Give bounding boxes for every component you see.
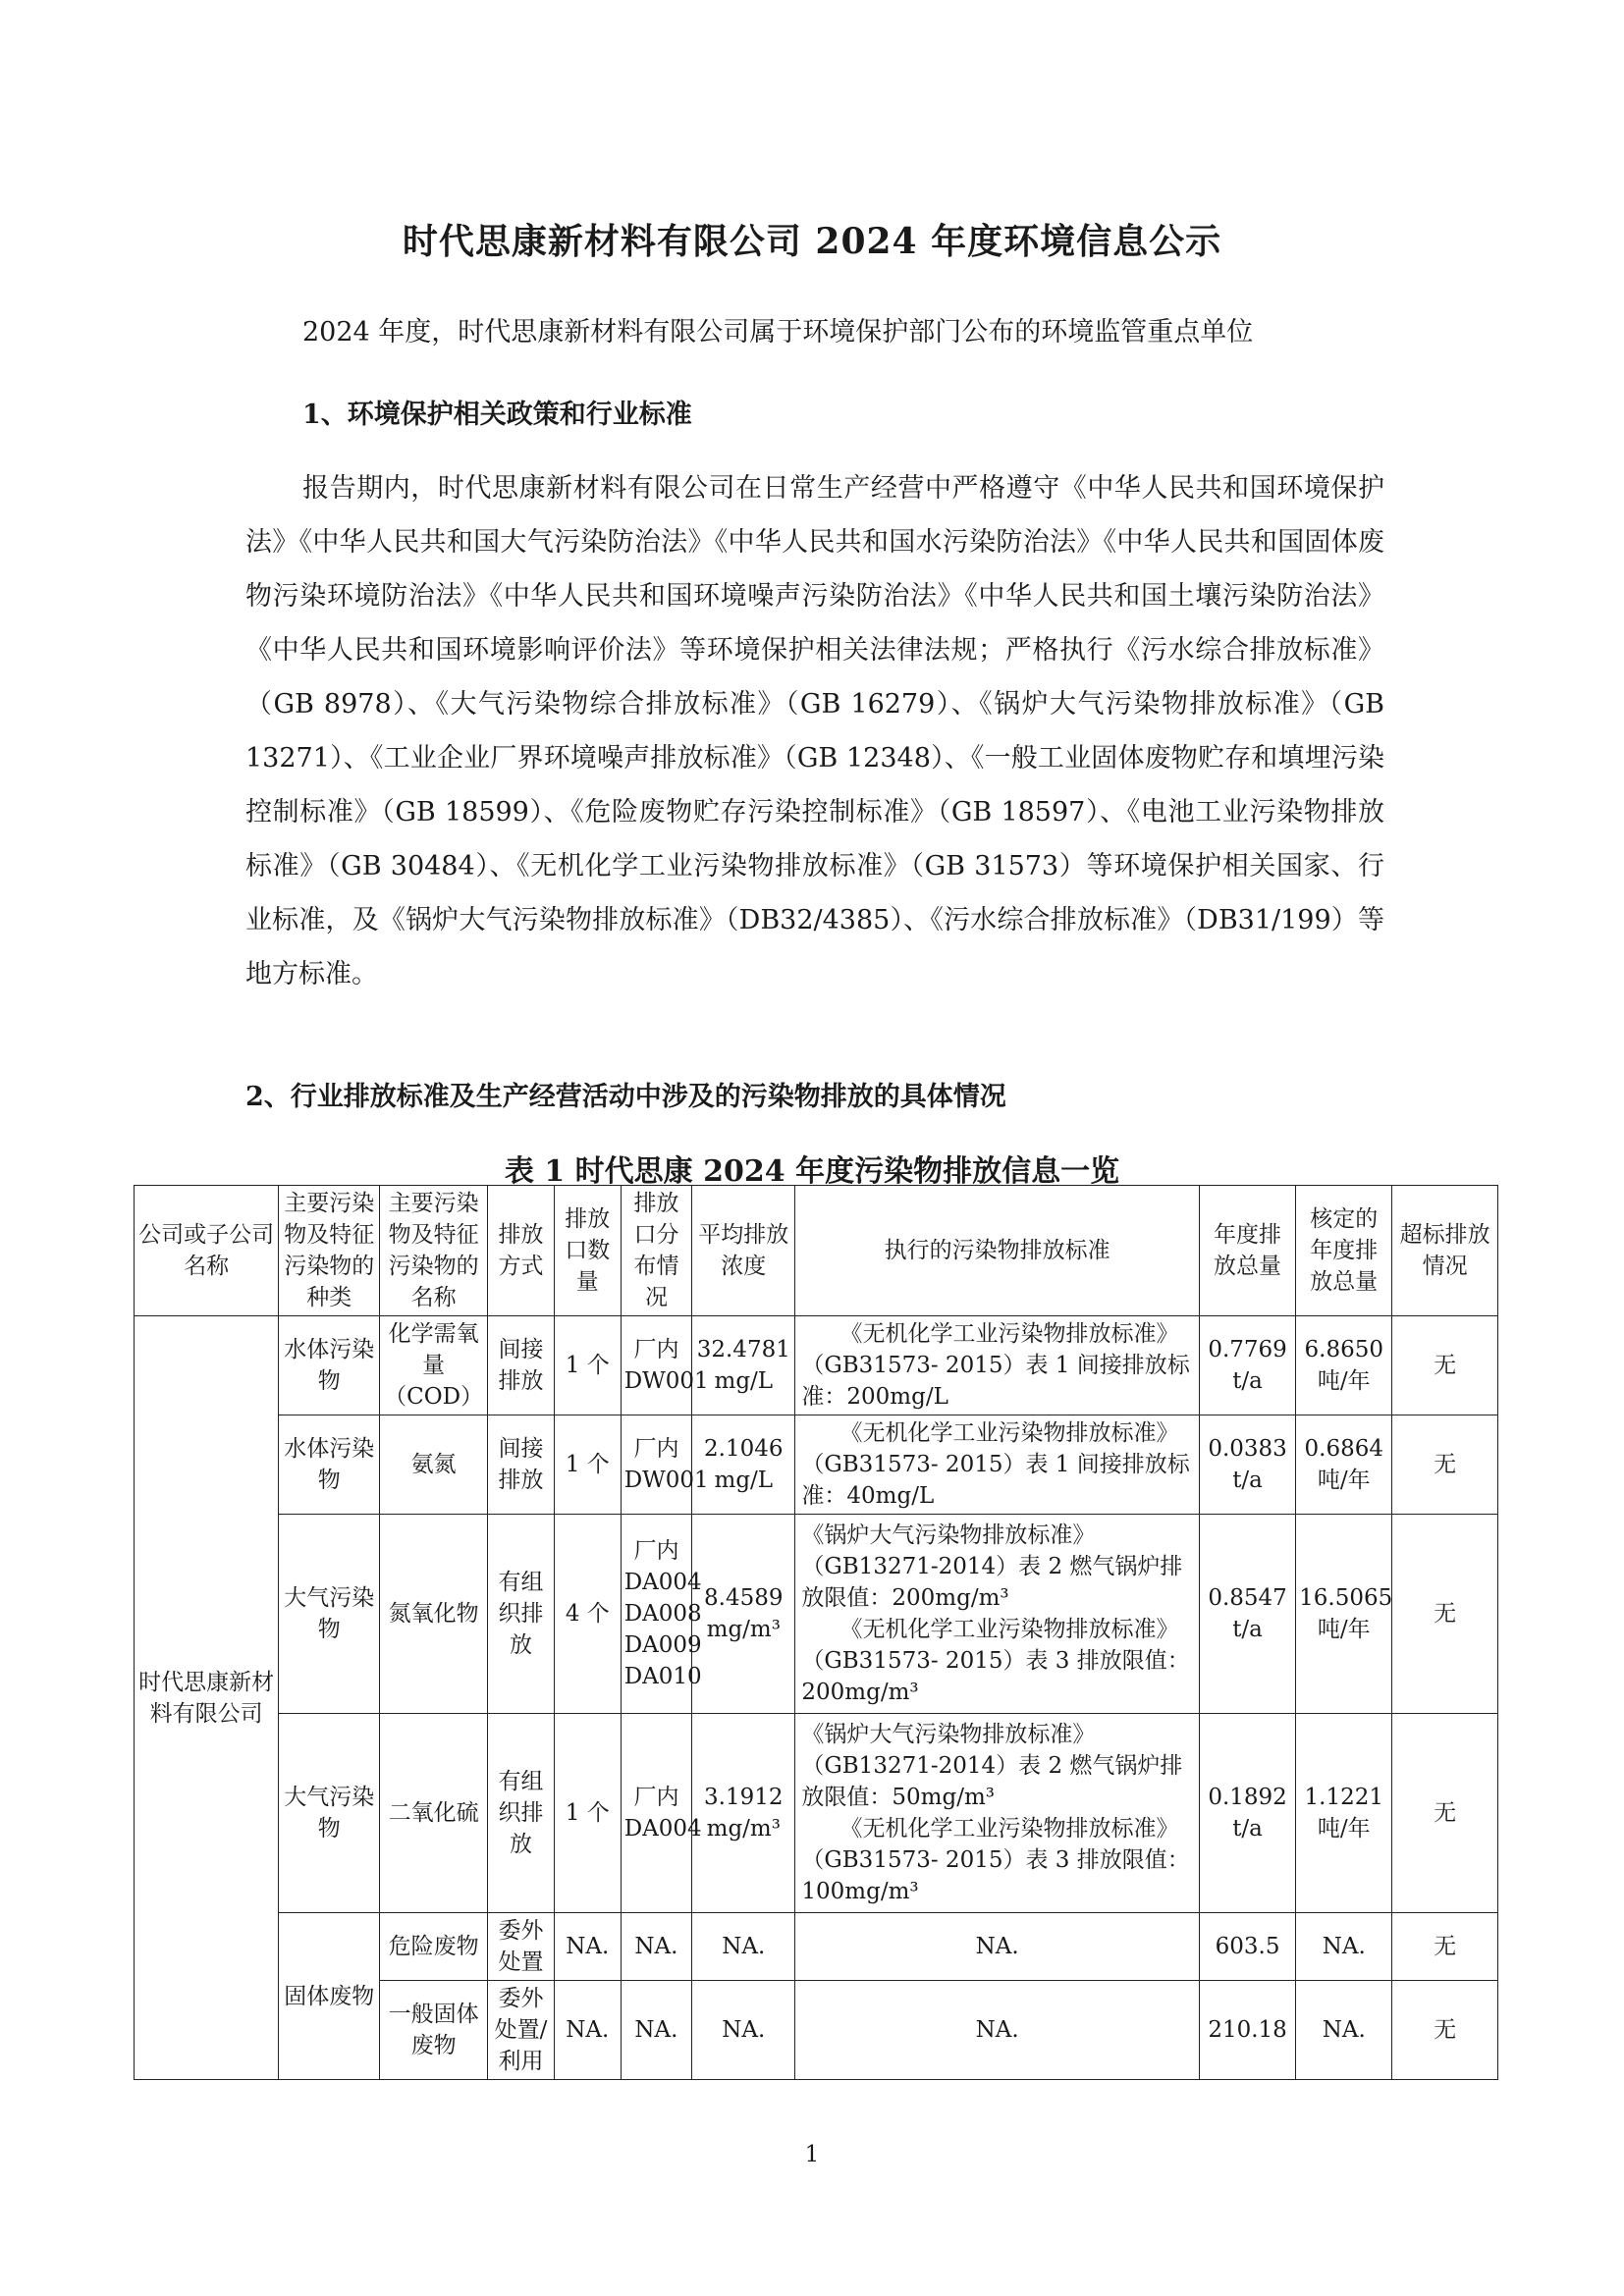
avg-conc-cell: 2.1046 mg/L <box>692 1415 795 1515</box>
exceed-cell: 无 <box>1392 1714 1498 1913</box>
section-1-heading: 1、环境保护相关政策和行业标准 <box>302 400 692 430</box>
outlet-location-cell <box>621 1415 709 1515</box>
annual-total-cell: 210.18 <box>1199 1981 1295 2080</box>
annual-total-cell: 603.5 <box>1199 1913 1295 1981</box>
table-row <box>135 1415 1498 1515</box>
standard-cell: NA. <box>795 1981 1200 2080</box>
table-row <box>135 1714 1498 1913</box>
standard-line: 《无机化学工业污染物排放标准》（GB31573- 2015）表 3 排放限值：100mg/m³ <box>801 1816 1190 1904</box>
table-caption: 表 1 时代思康 2024 年度污染物排放信息一览 <box>504 1154 1120 1189</box>
exceed-cell: 无 <box>1392 1316 1498 1415</box>
outlet-line: DW001 <box>623 1468 709 1493</box>
approved-total-cell: 1.1221 吨/年 <box>1296 1714 1392 1913</box>
page-title: 时代思康新材料有限公司 2024 年度环境信息公示 <box>402 221 1222 262</box>
annual-total-cell: 0.0383 t/a <box>1199 1415 1295 1515</box>
standard-line: 《锅炉大气污染物排放标准》（GB13271-2014）表 2 燃气锅炉排放限值：200mg/m³ <box>801 1522 1183 1611</box>
pollutant-name-cell: 氮氧化物 <box>380 1515 488 1714</box>
outlet-location-cell: NA. <box>621 1913 691 1981</box>
header-category: 主要污染物及特征污染物的种类 <box>279 1186 380 1316</box>
avg-conc-cell: NA. <box>692 1981 795 2080</box>
company-name-cell: 时代思康新材料有限公司 <box>135 1316 279 2080</box>
pollutant-name-cell: 氨氮 <box>380 1415 488 1515</box>
outlet-line: DA008 <box>623 1601 702 1627</box>
avg-conc-cell: NA. <box>692 1913 795 1981</box>
header-outlet-count: 排放口数量 <box>554 1186 621 1316</box>
category-cell: 水体污染物 <box>279 1415 380 1515</box>
method-cell: 间接排放 <box>488 1415 555 1515</box>
method-cell: 委外处置 <box>488 1913 555 1981</box>
header-exceed: 超标排放情况 <box>1392 1186 1498 1316</box>
standard-cell <box>795 1515 1200 1714</box>
approved-total-cell: NA. <box>1296 1981 1392 2080</box>
outlet-line: 厂内 <box>633 1785 679 1810</box>
outlet-location-cell: NA. <box>621 1981 691 2080</box>
avg-conc-cell: 8.4589 mg/m³ <box>692 1515 795 1714</box>
method-cell: 有组织排放 <box>488 1714 555 1913</box>
header-avg-conc: 平均排放浓度 <box>692 1186 795 1316</box>
category-cell: 大气污染物 <box>279 1714 380 1913</box>
outlet-line: 厂内 <box>633 1538 679 1564</box>
category-cell: 水体污染物 <box>279 1316 380 1415</box>
outlet-location-cell <box>621 1515 702 1714</box>
outlet-location-cell <box>621 1714 702 1913</box>
standard-line: 《锅炉大气污染物排放标准》（GB13271-2014）表 2 燃气锅炉排放限值：50mg/m³ <box>801 1722 1183 1810</box>
outlet-line: DA010 <box>623 1664 702 1689</box>
table-row <box>135 1515 1498 1714</box>
annual-total-cell: 0.8547 t/a <box>1199 1515 1295 1714</box>
header-approved-total: 核定的年度排放总量 <box>1296 1186 1392 1316</box>
method-cell: 间接排放 <box>488 1316 555 1415</box>
standard-line: 《无机化学工业污染物排放标准》（GB31573- 2015）表 1 间接排放标准：40mg/L <box>801 1420 1190 1509</box>
approved-total-cell: 6.8650 吨/年 <box>1296 1316 1392 1415</box>
standard-cell <box>795 1316 1200 1415</box>
header-name: 主要污染物及特征污染物的名称 <box>380 1186 488 1316</box>
outlet-count-cell: 1 个 <box>554 1714 621 1913</box>
avg-conc-cell: 32.4781 mg/L <box>692 1316 795 1415</box>
emission-table <box>134 1185 1498 2080</box>
table-header-row <box>135 1186 1498 1316</box>
standard-cell <box>795 1714 1200 1913</box>
outlet-line: DA009 <box>623 1632 702 1658</box>
standard-cell <box>795 1415 1200 1515</box>
outlet-line: 厂内 <box>633 1337 679 1362</box>
page-number: 1 <box>804 2142 820 2167</box>
standard-cell: NA. <box>795 1913 1200 1981</box>
outlet-count-cell: 4 个 <box>554 1515 621 1714</box>
header-outlet-location: 排放口分布情况 <box>621 1186 691 1316</box>
header-method: 排放方式 <box>488 1186 555 1316</box>
outlet-count-cell: 1 个 <box>554 1316 621 1415</box>
section-2-heading: 2、行业排放标准及生产经营活动中涉及的污染物排放的具体情况 <box>245 1082 1006 1112</box>
outlet-count-cell: NA. <box>554 1913 621 1981</box>
approved-total-cell: 16.5065 吨/年 <box>1296 1515 1392 1714</box>
outlet-line: DA004 <box>623 1816 702 1842</box>
annual-total-cell: 0.7769 t/a <box>1199 1316 1295 1415</box>
header-company: 公司或子公司名称 <box>135 1186 279 1316</box>
pollutant-name-cell: 化学需氧量（COD） <box>380 1316 488 1415</box>
method-cell: 有组织排放 <box>488 1515 555 1714</box>
exceed-cell: 无 <box>1392 1981 1498 2080</box>
category-cell: 固体废物 <box>279 1913 380 2080</box>
outlet-line: 厂内 <box>633 1436 679 1462</box>
exceed-cell: 无 <box>1392 1515 1498 1714</box>
pollutant-name-cell: 二氧化硫 <box>380 1714 488 1913</box>
header-annual-total: 年度排放总量 <box>1199 1186 1295 1316</box>
pollutant-name-cell: 一般固体废物 <box>380 1981 488 2080</box>
exceed-cell: 无 <box>1392 1415 1498 1515</box>
approved-total-cell: 0.6864 吨/年 <box>1296 1415 1392 1515</box>
exceed-cell: 无 <box>1392 1913 1498 1981</box>
outlet-location-cell <box>621 1316 709 1415</box>
pollutant-name-cell: 危险废物 <box>380 1913 488 1981</box>
standard-line: 《无机化学工业污染物排放标准》（GB31573- 2015）表 1 间接排放标准：200mg/L <box>801 1321 1190 1410</box>
intro-text: 2024 年度，时代思康新材料有限公司属于环境保护部门公布的环境监管重点单位 <box>302 317 1254 347</box>
section-1-paragraph: 报告期内，时代思康新材料有限公司在日常生产经营中严格遵守《中华人民共和国环境保护法》《中华人民共和国大气污染防治法》《中华人民共和国水污染防治法》《中华人民共和国固体废物污染环境防治法》《中华人民共和国环境噪声污染防治法》《中华人民共和国土壤污染防治法》《中华人民共和国环境影响评价法》等环境保护相关法律法规；严格执行《污水综合排放标准》（GB 8978）、《大气污染物综合排放标准》（GB 16279）、《锅炉大气污染物排放标准》（GB 13271）、《工业企业厂界环境噪声排放标准》（GB 12348）、《一般工业固体废物贮存和填埋污染控制标准》（GB 18599）、《危险废物贮存污染控制标准》（GB 18597）、《电池工业污染物排放标准》（GB 30484）、《无机化学工业污染物排放标准》（GB 31573）等环境保护相关国家、行业标准，及《锅炉大气污染物排放标准》（DB32/4385）、《污水综合排放标准》（DB31/199）等地方标准。 <box>245 473 1384 989</box>
table-row <box>135 1316 1498 1415</box>
outlet-line: DA004 <box>623 1570 702 1595</box>
standard-line: 《无机化学工业污染物排放标准》（GB31573- 2015）表 3 排放限值：200mg/m³ <box>801 1617 1190 1705</box>
outlet-line: DW001 <box>623 1368 709 1394</box>
table-row <box>135 1913 1498 1981</box>
avg-conc-cell: 3.1912 mg/m³ <box>692 1714 795 1913</box>
method-cell: 委外处置/利用 <box>488 1981 555 2080</box>
annual-total-cell: 0.1892 t/a <box>1199 1714 1295 1913</box>
approved-total-cell: NA. <box>1296 1913 1392 1981</box>
outlet-count-cell: 1 个 <box>554 1415 621 1515</box>
category-cell: 大气污染物 <box>279 1515 380 1714</box>
outlet-count-cell: NA. <box>554 1981 621 2080</box>
header-standard: 执行的污染物排放标准 <box>795 1186 1200 1316</box>
